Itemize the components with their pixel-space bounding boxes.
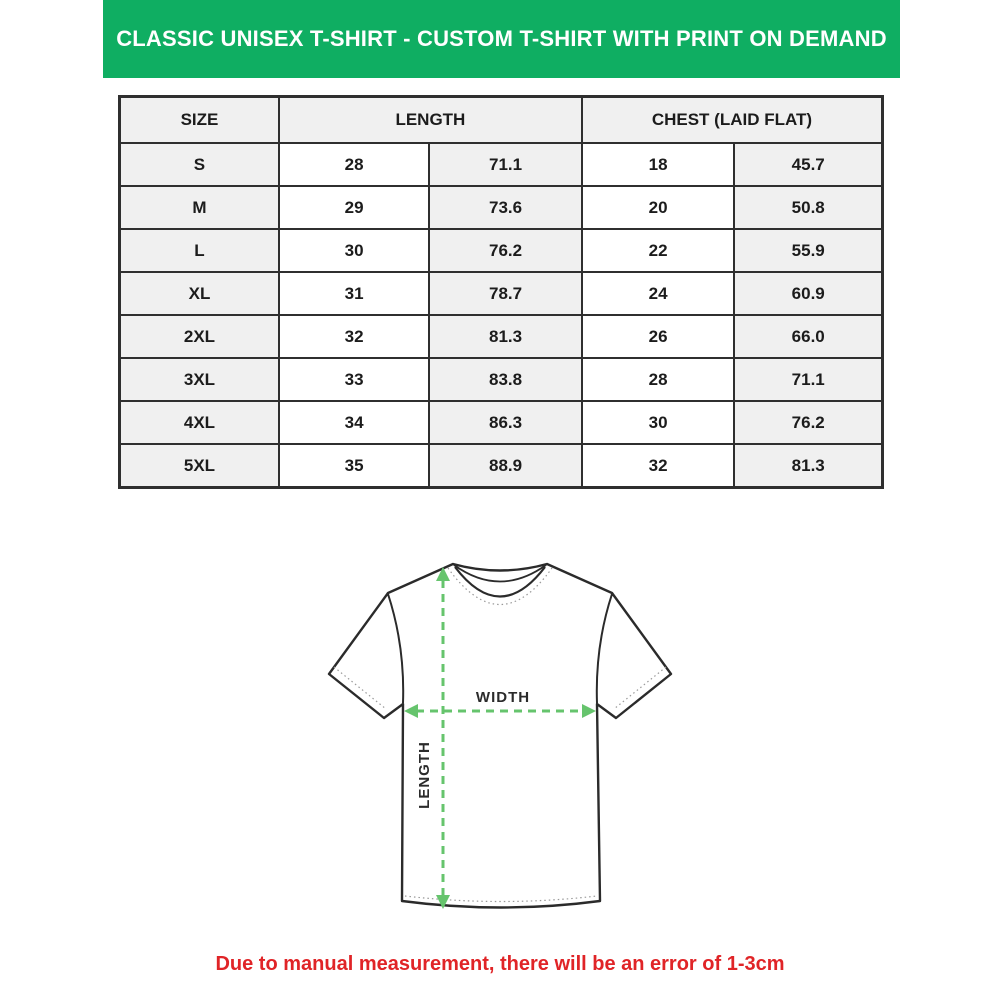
col-header-length: LENGTH — [279, 97, 582, 144]
size-chart-table — [118, 95, 884, 489]
size-cell: L — [120, 229, 279, 272]
chest-in-cell: 18 — [582, 143, 735, 186]
chest-in-cell: 24 — [582, 272, 735, 315]
chest-cm-cell: 66.0 — [734, 315, 882, 358]
length-in-cell: 28 — [279, 143, 429, 186]
chest-in-cell: 26 — [582, 315, 735, 358]
table-row — [120, 186, 883, 229]
size-cell: S — [120, 143, 279, 186]
length-cm-cell: 76.2 — [429, 229, 582, 272]
chest-cm-cell: 50.8 — [734, 186, 882, 229]
table-row — [120, 272, 883, 315]
length-in-cell: 31 — [279, 272, 429, 315]
length-cm-cell: 86.3 — [429, 401, 582, 444]
chest-in-cell: 28 — [582, 358, 735, 401]
table-row — [120, 401, 883, 444]
size-cell: 5XL — [120, 444, 279, 488]
length-label: LENGTH — [416, 741, 433, 809]
table-header-row — [120, 97, 883, 144]
size-cell: M — [120, 186, 279, 229]
table-row — [120, 143, 883, 186]
length-cm-cell: 88.9 — [429, 444, 582, 488]
length-cm-cell: 71.1 — [429, 143, 582, 186]
table-row — [120, 229, 883, 272]
length-in-cell: 33 — [279, 358, 429, 401]
chest-cm-cell: 71.1 — [734, 358, 882, 401]
chest-cm-cell: 45.7 — [734, 143, 882, 186]
length-cm-cell: 78.7 — [429, 272, 582, 315]
size-cell: 2XL — [120, 315, 279, 358]
width-label: WIDTH — [475, 689, 531, 706]
chest-in-cell: 22 — [582, 229, 735, 272]
length-in-cell: 29 — [279, 186, 429, 229]
chest-cm-cell: 81.3 — [734, 444, 882, 488]
size-cell: 4XL — [120, 401, 279, 444]
chest-cm-cell: 76.2 — [734, 401, 882, 444]
tshirt-outline — [329, 564, 671, 908]
table-row — [120, 315, 883, 358]
col-header-size: SIZE — [120, 97, 279, 144]
chest-cm-cell: 60.9 — [734, 272, 882, 315]
length-cm-cell: 81.3 — [429, 315, 582, 358]
chest-in-cell: 30 — [582, 401, 735, 444]
length-in-cell: 35 — [279, 444, 429, 488]
size-cell: XL — [120, 272, 279, 315]
tshirt-measurement-diagram — [300, 550, 700, 930]
table-row — [120, 358, 883, 401]
col-header-chest: CHEST (LAID FLAT) — [582, 97, 883, 144]
size-cell: 3XL — [120, 358, 279, 401]
size-table-container — [118, 95, 884, 489]
length-in-cell: 30 — [279, 229, 429, 272]
measurement-disclaimer: Due to manual measurement, there will be an error of 1-3cm — [215, 953, 785, 975]
title-banner — [103, 0, 900, 78]
chest-in-cell: 32 — [582, 444, 735, 488]
chest-cm-cell: 55.9 — [734, 229, 882, 272]
length-in-cell: 32 — [279, 315, 429, 358]
length-in-cell: 34 — [279, 401, 429, 444]
length-cm-cell: 73.6 — [429, 186, 582, 229]
length-cm-cell: 83.8 — [429, 358, 582, 401]
chest-in-cell: 20 — [582, 186, 735, 229]
table-row — [120, 444, 883, 488]
page-title: CLASSIC UNISEX T-SHIRT - CUSTOM T-SHIRT WITH PRINT ON DEMAND — [116, 26, 887, 51]
